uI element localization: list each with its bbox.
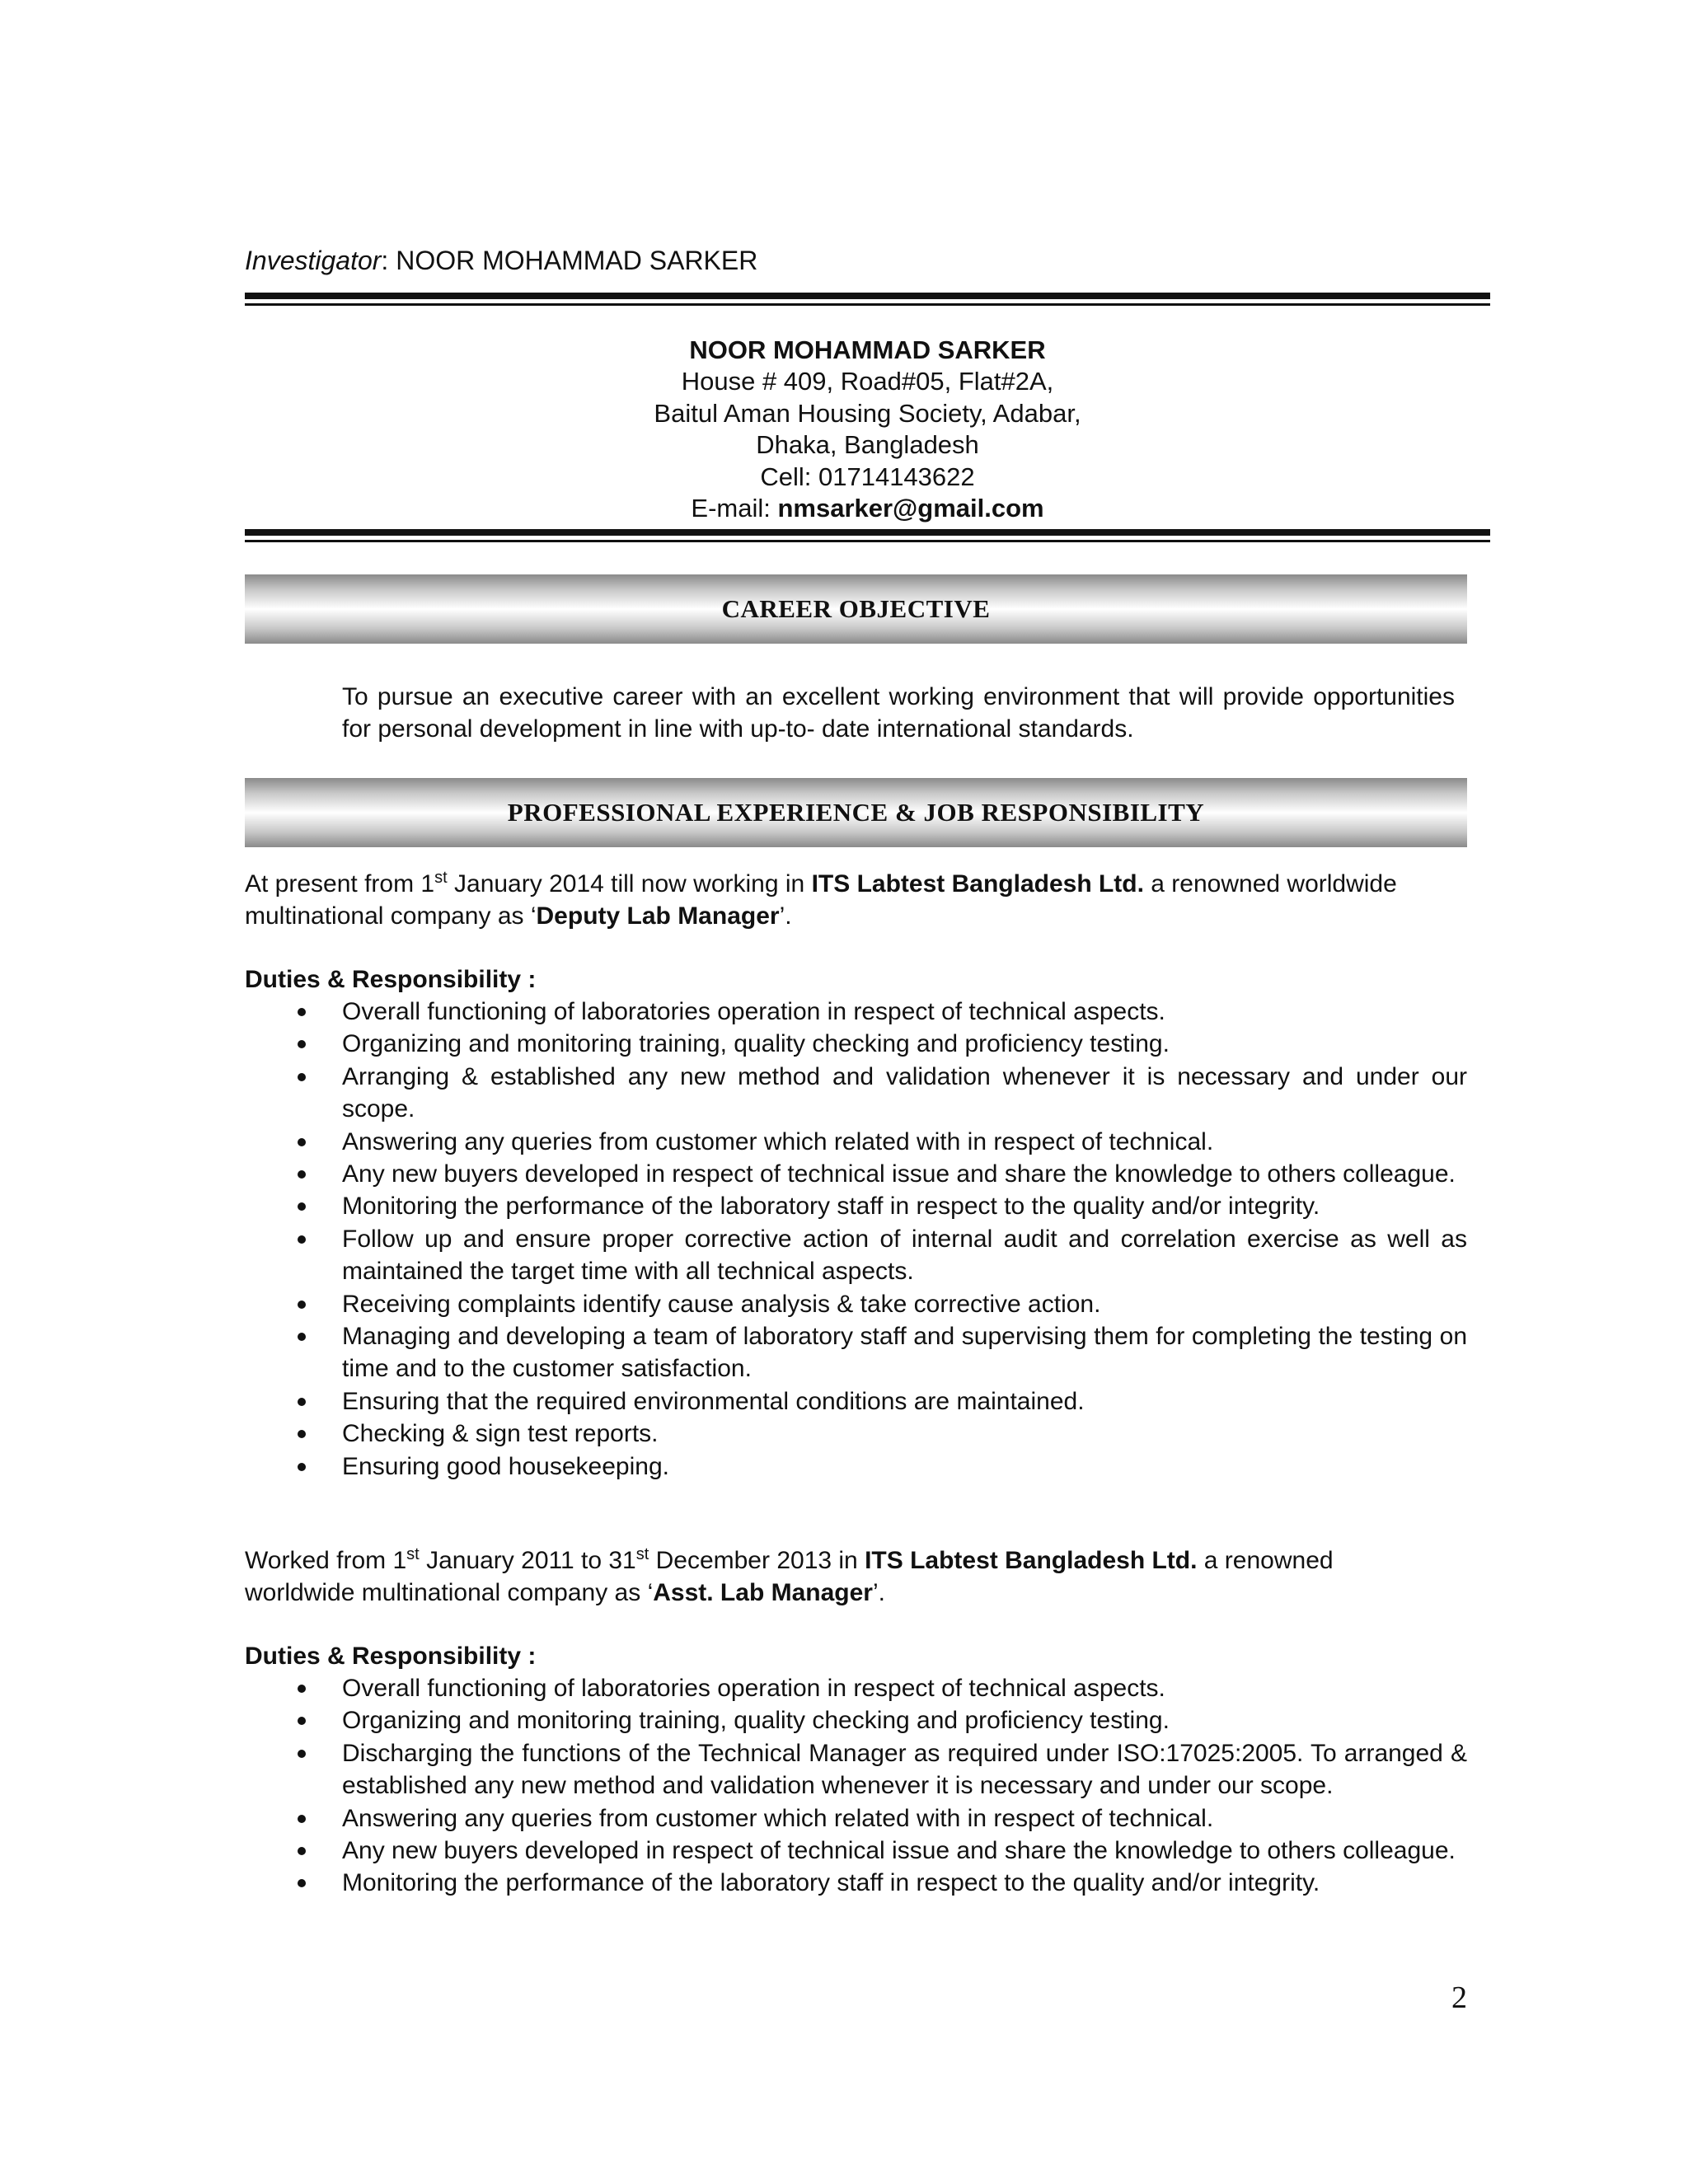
bullet-icon [298, 1301, 306, 1309]
list-item: Arranging & established any new method and validation whenever it is necessary and under our scope. [245, 1061, 1467, 1126]
list-item: Monitoring the performance of the laboratory staff in respect to the quality and/or integrity. [245, 1867, 1467, 1899]
list-item: Receiving complaints identify cause analysis & take corrective action. [245, 1288, 1467, 1320]
bullet-icon [298, 1235, 306, 1244]
page-number: 2 [1451, 1980, 1467, 2015]
list-item: Answering any queries from customer which related with in respect of technical. [245, 1126, 1467, 1158]
list-item: Ensuring that the required environmental conditions are maintained. [245, 1385, 1467, 1418]
job2-duties-title: Duties & Responsibility : [245, 1643, 537, 1670]
job1-duties-list [245, 996, 1467, 1483]
bullet-icon [298, 1717, 306, 1725]
bullet-icon [298, 1750, 306, 1758]
address-line-3: Dhaka, Bangladesh [756, 430, 979, 460]
investigator-label: Investigator [245, 246, 382, 275]
cell-number: Cell: 01714143622 [760, 462, 975, 491]
list-item: Overall functioning of laboratories operation in respect of technical aspects. [245, 1672, 1467, 1704]
list-item: Discharging the functions of the Technical Manager as required under ISO:17025:2005. To arranged & established any new method and validation whenever it is necessary and under our scope. [245, 1737, 1467, 1802]
email-label: E-mail: [691, 494, 778, 523]
header-bottom-rule [245, 529, 1490, 542]
list-item: Any new buyers developed in respect of technical issue and share the knowledge to others colleague. [245, 1158, 1467, 1190]
bullet-icon [298, 1879, 306, 1887]
bullet-icon [298, 1170, 306, 1179]
professional-experience-title: PROFESSIONAL EXPERIENCE & JOB RESPONSIBILITY [507, 798, 1205, 827]
list-item: Organizing and monitoring training, quality checking and proficiency testing. [245, 1028, 1467, 1060]
list-item: Organizing and monitoring training, quality checking and proficiency testing. [245, 1704, 1467, 1736]
list-item: Monitoring the performance of the laboratory staff in respect to the quality and/or integrity. [245, 1190, 1467, 1222]
bullet-icon [298, 1685, 306, 1693]
job2-intro: Worked from 1st January 2011 to 31st December 2013 in ITS Labtest Bangladesh Ltd. a renowned worldwide multinational company as ‘Asst. Lab Manager’. [245, 1545, 1334, 1606]
job1-company: ITS Labtest Bangladesh Ltd. [811, 870, 1144, 898]
list-item: Any new buyers developed in respect of technical issue and share the knowledge to others colleague. [245, 1835, 1467, 1867]
bullet-icon [298, 1202, 306, 1211]
objective-text: To pursue an executive career with an excellent working environment that will provide opportunities for personal development in line with up-to- date international standards. [342, 683, 1455, 743]
list-item: Managing and developing a team of laboratory staff and supervising them for completing the testing on time and to the customer satisfaction. [245, 1320, 1467, 1385]
job1-intro: At present from 1st January 2014 till now working in ITS Labtest Bangladesh Ltd. a renowned worldwide multinational company as ‘Deputy Lab Manager’. [245, 869, 1397, 930]
bullet-icon [298, 1008, 306, 1016]
bullet-icon [298, 1138, 306, 1146]
bullet-icon [298, 1815, 306, 1823]
bullet-icon [298, 1333, 306, 1341]
bullet-icon [298, 1073, 306, 1081]
bullet-icon [298, 1847, 306, 1855]
job2-duties-list [245, 1672, 1467, 1900]
job1-position: Deputy Lab Manager [536, 902, 780, 930]
email-line [245, 493, 1490, 524]
job1-duties-title: Duties & Responsibility : [245, 966, 537, 993]
list-item: Checking & sign test reports. [245, 1418, 1467, 1450]
professional-experience-heading [245, 778, 1467, 847]
investigator-name: : NOOR MOHAMMAD SARKER [381, 246, 758, 275]
investigator-line [245, 244, 757, 277]
contact-block [245, 335, 1490, 524]
list-item: Ensuring good housekeeping. [245, 1451, 1467, 1483]
bullet-icon [298, 1040, 306, 1048]
career-objective-title: CAREER OBJECTIVE [721, 594, 991, 623]
job2-position: Asst. Lab Manager [653, 1579, 873, 1606]
address-line-2: Baitul Aman Housing Society, Adabar, [654, 398, 1081, 428]
list-item: Overall functioning of laboratories operation in respect of technical aspects. [245, 996, 1467, 1028]
email-value[interactable]: nmsarker@gmail.com [777, 494, 1044, 523]
header-top-rule [245, 293, 1490, 306]
bullet-icon [298, 1463, 306, 1471]
job2-company: ITS Labtest Bangladesh Ltd. [865, 1547, 1198, 1574]
bullet-icon [298, 1430, 306, 1438]
list-item: Follow up and ensure proper corrective action of internal audit and correlation exercise as well as maintained the target time with all technical aspects. [245, 1223, 1467, 1288]
career-objective-heading [245, 574, 1467, 644]
address-line-1: House # 409, Road#05, Flat#2A, [681, 367, 1054, 396]
candidate-name: NOOR MOHAMMAD SARKER [689, 335, 1046, 364]
bullet-icon [298, 1398, 306, 1406]
list-item: Answering any queries from customer which related with in respect of technical. [245, 1802, 1467, 1835]
